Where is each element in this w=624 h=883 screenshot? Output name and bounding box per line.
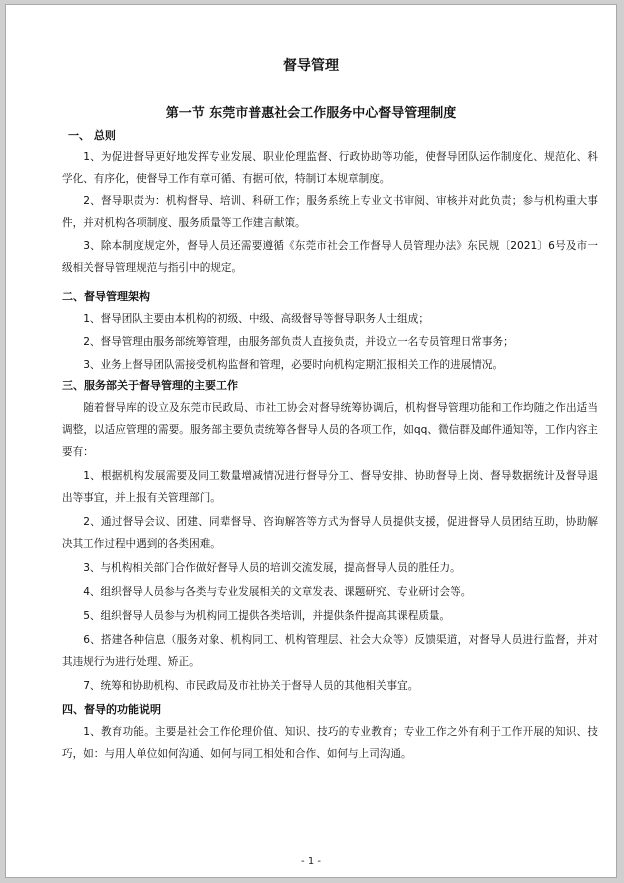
paragraph: 5、组织督导人员参与为机构同工提供各类培训，并提供条件提高其课程质量。 <box>83 610 451 622</box>
paragraph: 3、除本制度规定外，督导人员还需要遵循《东莞市社会工作督导人员管理办法》东民规〔2021〕6号及市一级相关督导管理规范与指引中的规定。 <box>62 240 598 274</box>
section-heading-general: 一、 总则 <box>68 129 116 142</box>
paragraph: 1、为促进督导更好地发挥专业发展、职业伦理监督、行政协助等功能，使督导团队运作制度化、规范化、科学化、有序化，使督导工作有章可循、有据可依，特制订本规章制度。 <box>62 151 598 185</box>
paragraph: 3、业务上督导团队需接受机构监督和管理，必要时向机构定期汇报相关工作的进展情况。 <box>83 359 504 371</box>
document-title: 督导管理 <box>283 58 339 74</box>
section-heading-service-dept: 三、服务部关于督导管理的主要工作 <box>62 379 238 392</box>
paragraph: 2、督导管理由服务部统筹管理，由服务部负责人直接负责，并设立一名专员管理日常事务； <box>83 336 514 348</box>
paragraph: 2、通过督导会议、团建、同辈督导、咨询解答等方式为督导人员提供支援，促进督导人员团结互助，协助解决其工作过程中遇到的各类困难。 <box>62 516 598 550</box>
paragraph: 1、督导团队主要由本机构的初级、中级、高级督导等督导职务人士组成； <box>83 313 429 325</box>
paragraph: 6、搭建各种信息（服务对象、机构同工、机构管理层、社会大众等）反馈渠道，对督导人员进行监督，并对其违规行为进行处理、矫正。 <box>62 634 598 668</box>
paragraph: 3、与机构相关部门合作做好督导人员的培训交流发展，提高督导人员的胜任力。 <box>83 562 461 574</box>
document-page <box>5 4 617 878</box>
paragraph: 2、督导职责为：机构督导、培训、科研工作；服务系统上专业文书审阅、审核并对此负责；参与机构重大事件，并对机构各项制度、服务质量等工作建言献策。 <box>62 195 598 229</box>
paragraph: 1、根据机构发展需要及同工数量增减情况进行督导分工、督导安排、协助督导上岗、督导数据统计及督导退出等事宜，并上报有关管理部门。 <box>62 470 598 504</box>
paragraph: 1、教育功能。主要是社会工作伦理价值、知识、技巧的专业教育；专业工作之外有利于工作开展的知识、技巧，如：与用人单位如何沟通、如何与同工相处和合作、如何与上司沟通。 <box>62 726 598 760</box>
section-heading-functions: 四、督导的功能说明 <box>62 703 161 716</box>
page-number: - 1 - <box>301 856 321 867</box>
paragraph: 随着督导库的设立及东莞市民政局、市社工协会对督导统筹协调后，机构督导管理功能和工作均随之作出适当调整，以适应管理的需要。服务部主要负责统筹各督导人员的各项工作，如qq、微信群及邮件通知等，工作内容主要有： <box>62 402 598 458</box>
section-heading-structure: 二、督导管理架构 <box>62 290 150 303</box>
paragraph: 4、组织督导人员参与各类与专业发展相关的文章发表、课题研究、专业研讨会等。 <box>83 586 472 598</box>
paragraph: 7、统筹和协助机构、市民政局及市社协关于督导人员的其他相关事宜。 <box>83 680 419 692</box>
section-subtitle: 第一节 东莞市普惠社会工作服务中心督导管理制度 <box>165 106 457 121</box>
